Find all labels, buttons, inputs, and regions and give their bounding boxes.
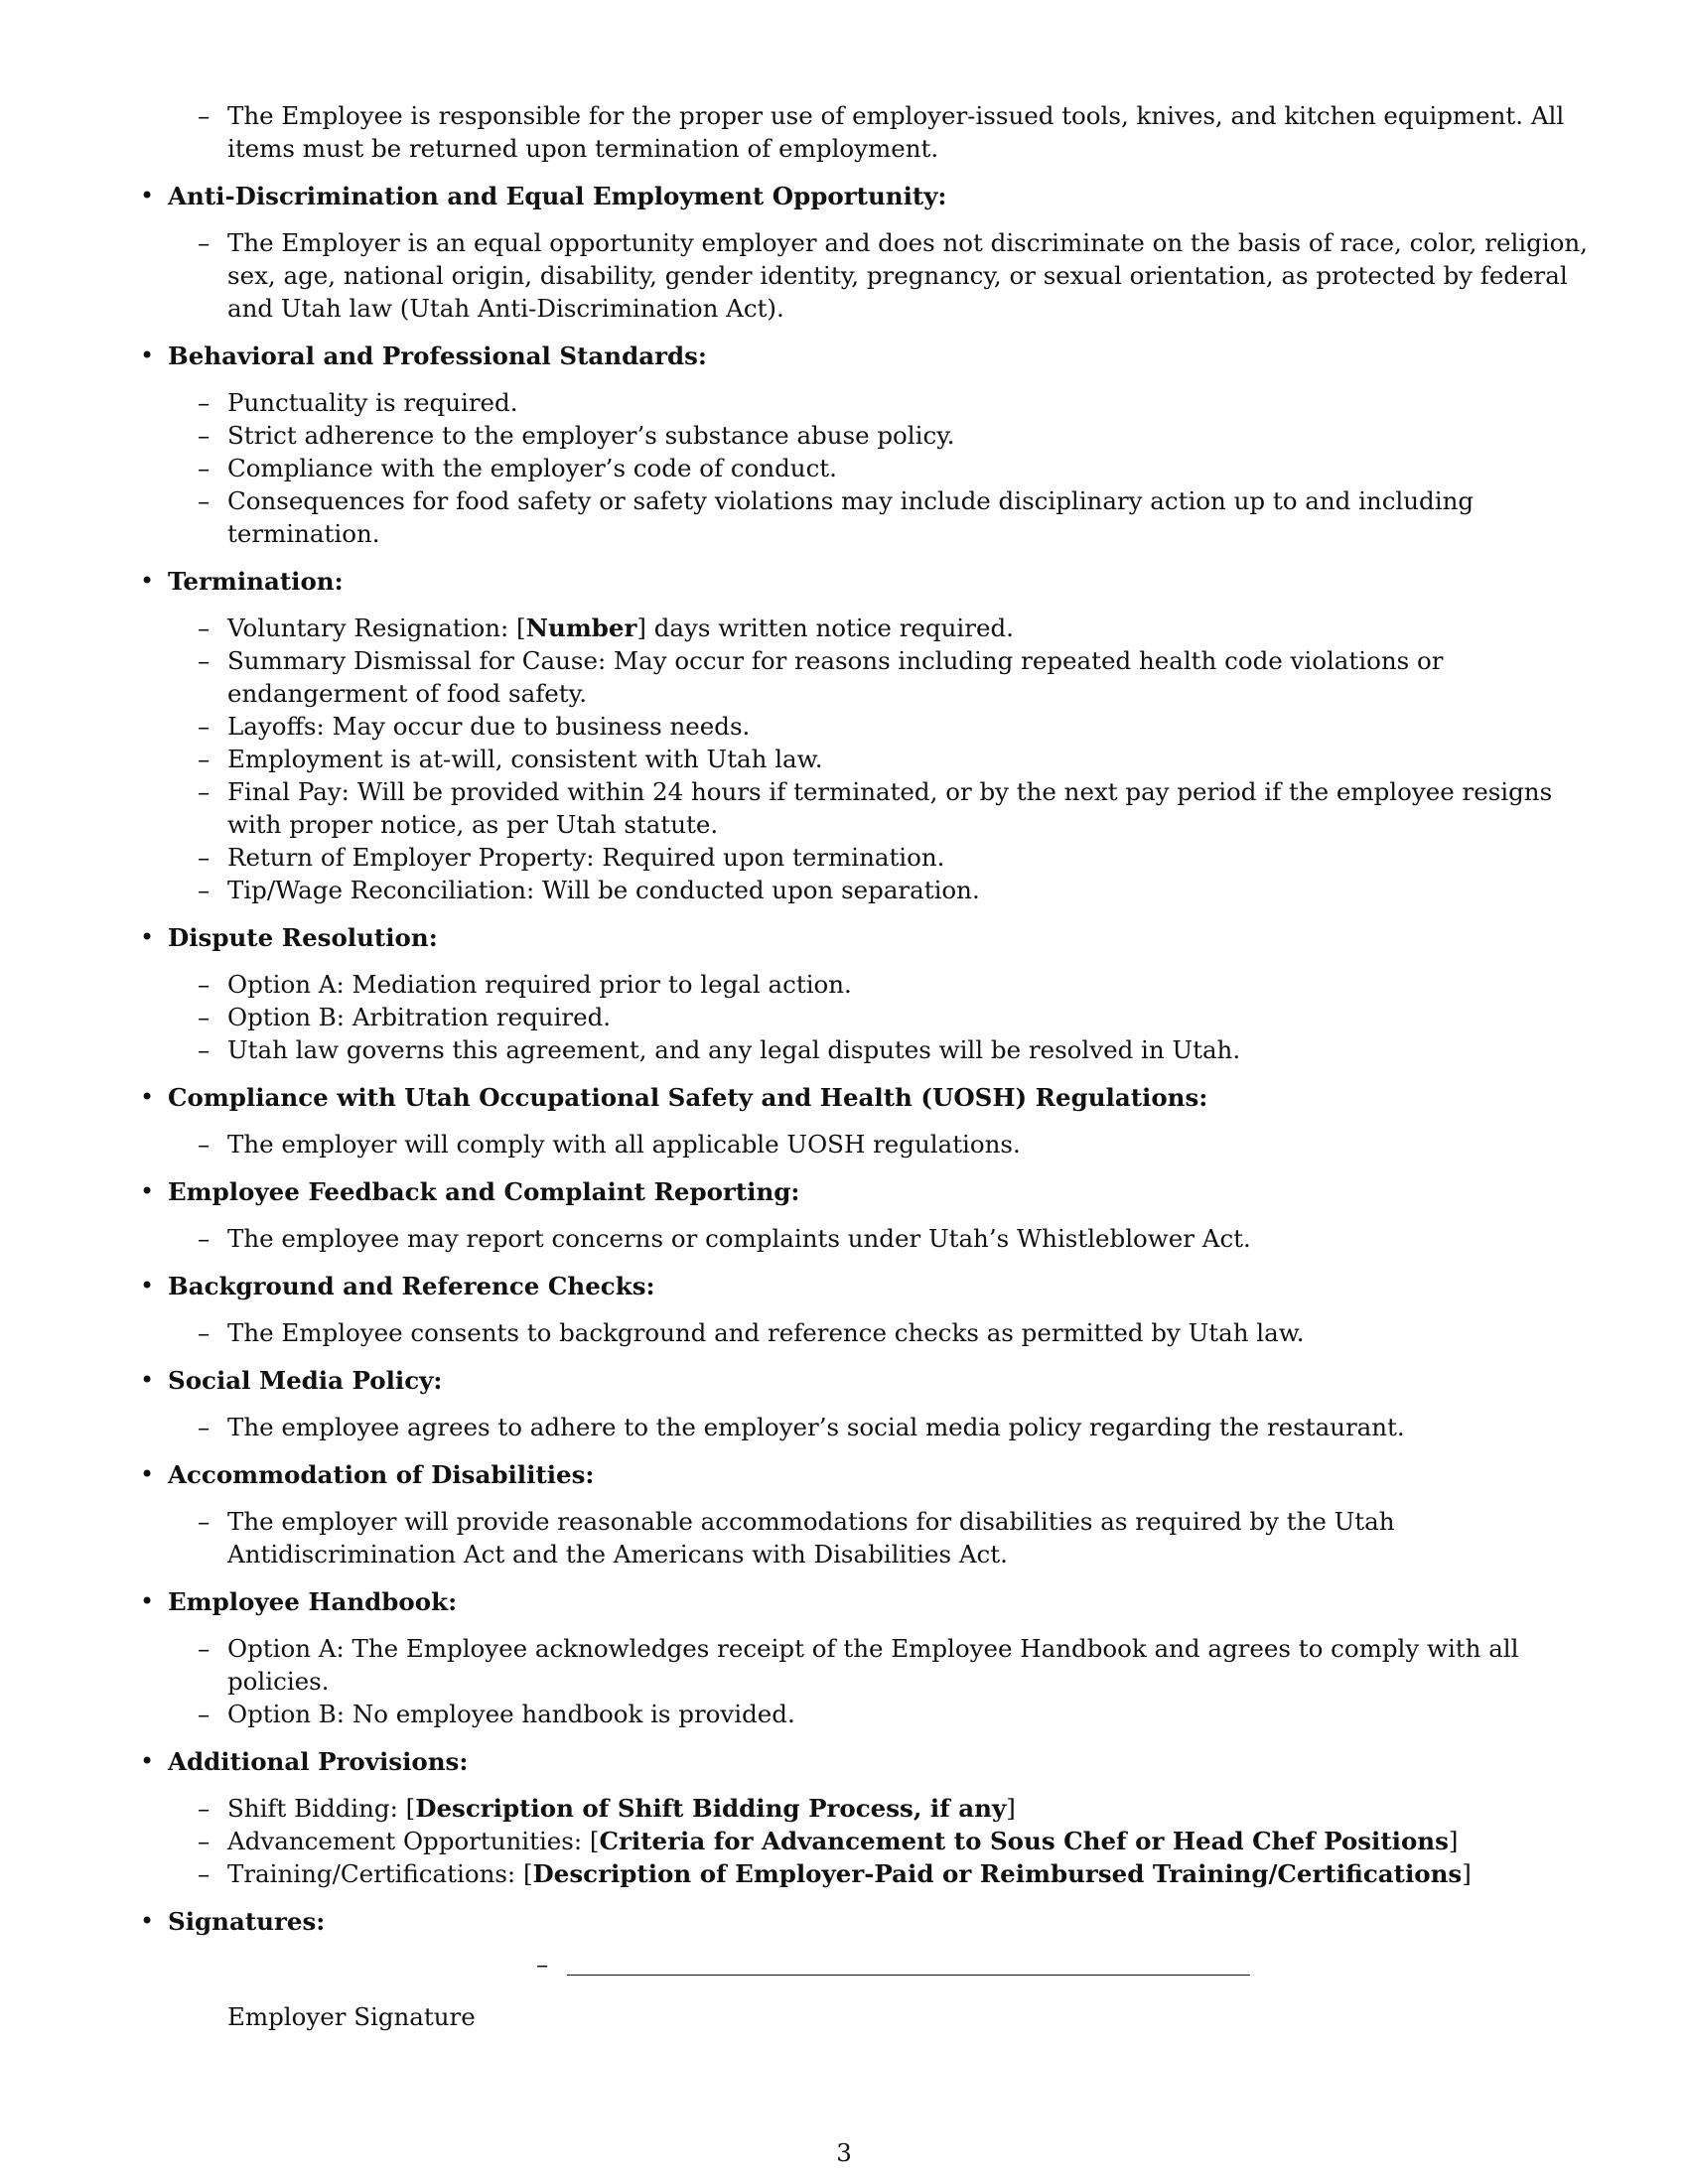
list-item: [134, 1033, 1594, 1066]
list-item-text: The Employer is an equal opportunity employer and does not discriminate on the basis of race, color, religion, sex, age, national origin, disability, gender identity, pregnancy, or sexual orientation, as protected by federal and Utah law (Utah Anti-Discrimination Act).: [227, 228, 1588, 323]
section-heading-row: [134, 1585, 1594, 1618]
list-item: [134, 874, 1594, 906]
dash-marker: –: [198, 486, 211, 515]
bullet-marker: •: [140, 923, 155, 951]
dash-marker: –: [198, 1130, 211, 1159]
dash-marker: –: [198, 421, 211, 450]
list-item-text: Tip/Wage Reconciliation: Will be conducted upon separation.: [227, 876, 980, 904]
bullet-marker: •: [140, 1460, 155, 1488]
list-item-text: Strict adherence to the employer’s substance abuse policy.: [227, 421, 955, 450]
section-heading-row: [134, 180, 1594, 212]
dash-marker: –: [198, 777, 211, 806]
dash-marker: –: [198, 454, 211, 482]
field-label: Shift Bidding: [: [227, 1794, 416, 1823]
section-behavioral-standards: [134, 340, 1594, 550]
section-items: [134, 1792, 1594, 1890]
dash-marker: –: [198, 1224, 211, 1253]
section-heading: Signatures:: [168, 1907, 326, 1936]
section-heading: Anti-Discrimination and Equal Employment Opportunity:: [168, 182, 947, 210]
document-body: [134, 99, 1594, 2033]
list-item-text: The Employee consents to background and reference checks as permitted by Utah law.: [227, 1318, 1305, 1347]
bullet-marker: •: [140, 1907, 155, 1935]
list-item: [134, 644, 1594, 710]
list-item: [134, 1792, 1594, 1825]
list-item-text: Compliance with the employer’s code of conduct.: [227, 454, 837, 482]
section-heading: Accommodation of Disabilities:: [168, 1460, 595, 1489]
section-heading-row: [134, 1270, 1594, 1302]
list-item-text: Option A: The Employee acknowledges receipt of the Employee Handbook and agrees to comply with all policies.: [227, 1634, 1519, 1696]
section-heading-row: [134, 921, 1594, 954]
bullet-marker: •: [140, 1083, 155, 1111]
section-disabilities: [134, 1458, 1594, 1570]
list-item-text: Summary Dismissal for Cause: May occur for reasons including repeated health code violations or endangerment of food safety.: [227, 646, 1444, 708]
dash-marker: –: [198, 1794, 211, 1823]
list-item: [134, 1857, 1594, 1890]
section-heading-row: [134, 1458, 1594, 1491]
list-item: [134, 743, 1594, 775]
list-item-text: Utah law governs this agreement, and any legal disputes will be resolved in Utah.: [227, 1035, 1241, 1064]
list-item-text: Consequences for food safety or safety violations may include disciplinary action up to and including termination.: [227, 486, 1475, 548]
section-items: [134, 1411, 1594, 1443]
list-item-text: Option B: No employee handbook is provided.: [227, 1700, 795, 1728]
dash-marker: –: [198, 388, 211, 417]
bullet-marker: •: [140, 1366, 155, 1394]
list-item-text: The employer will comply with all applicable UOSH regulations.: [227, 1130, 1021, 1159]
list-item: [134, 1698, 1594, 1730]
dash-marker: –: [198, 1413, 211, 1441]
dash-marker: –: [198, 1859, 211, 1888]
field-close: ]: [1006, 1794, 1016, 1823]
field-close: ]: [1462, 1859, 1472, 1888]
employer-signature-label: Employer Signature: [227, 2002, 476, 2031]
section-heading: Employee Feedback and Complaint Reporting:: [168, 1177, 800, 1206]
dash-marker: –: [198, 970, 211, 999]
bullet-marker: •: [140, 1747, 155, 1775]
list-item: [134, 1632, 1594, 1698]
bullet-marker: •: [140, 1177, 155, 1205]
section-heading: Termination:: [168, 567, 344, 596]
voluntary-suffix: ] days written notice required.: [636, 614, 1014, 642]
dash-marker: –: [198, 228, 211, 257]
section-heading-row: [134, 340, 1594, 372]
section-items: [134, 1632, 1594, 1730]
continuation-text: The Employee is responsible for the proper use of employer-issued tools, knives, and kitchen equipment. All items must be returned upon termination of employment.: [227, 101, 1565, 163]
list-item: [134, 419, 1594, 452]
employer-signature-line[interactable]: [567, 1975, 1250, 1976]
field-close: ]: [1448, 1827, 1459, 1855]
section-employee-handbook: [134, 1585, 1594, 1730]
page-number: 3: [836, 2138, 852, 2167]
continuation-block: [134, 99, 1594, 165]
section-background-checks: [134, 1270, 1594, 1349]
list-item-text: Return of Employer Property: Required upon termination.: [227, 843, 945, 872]
list-item-text: Option B: Arbitration required.: [227, 1003, 612, 1031]
section-social-media: [134, 1364, 1594, 1443]
list-item: [134, 452, 1594, 484]
dash-marker: –: [536, 1950, 549, 1979]
section-feedback-reporting: [134, 1175, 1594, 1255]
dash-marker: –: [198, 1700, 211, 1728]
section-signatures: [134, 1905, 1594, 2033]
continuation-list: [134, 99, 1594, 165]
section-items: [134, 1222, 1594, 1255]
list-item: [134, 99, 1594, 165]
section-items: [134, 226, 1594, 325]
training-placeholder: Description of Employer-Paid or Reimbursed Training/Certifications: [532, 1859, 1463, 1888]
dash-marker: –: [198, 843, 211, 872]
list-item: [134, 1222, 1594, 1255]
section-items: [134, 612, 1594, 906]
dash-marker: –: [198, 1827, 211, 1855]
section-heading: Additional Provisions:: [168, 1747, 469, 1776]
section-items: [134, 968, 1594, 1066]
field-label: Advancement Opportunities: [: [227, 1827, 600, 1855]
list-item-text: Employment is at-will, consistent with Utah law.: [227, 745, 823, 773]
notice-days-placeholder: Number: [525, 614, 637, 642]
voluntary-prefix: Voluntary Resignation: [: [227, 614, 526, 642]
bullet-marker: •: [140, 182, 155, 209]
list-item: [134, 386, 1594, 419]
list-item: [134, 841, 1594, 874]
advancement-placeholder: Criteria for Advancement to Sous Chef or Head Chef Positions: [599, 1827, 1449, 1855]
section-heading: Compliance with Utah Occupational Safety and Health (UOSH) Regulations:: [168, 1083, 1208, 1112]
bullet-marker: •: [140, 567, 155, 595]
section-additional-provisions: [134, 1745, 1594, 1890]
list-item: [134, 1505, 1594, 1570]
section-anti-discrimination: [134, 180, 1594, 325]
dash-marker: –: [198, 1003, 211, 1031]
bullet-marker: •: [140, 1272, 155, 1299]
section-dispute-resolution: [134, 921, 1594, 1066]
list-item-text: Option A: Mediation required prior to legal action.: [227, 970, 852, 999]
list-item: [134, 612, 1594, 644]
section-heading-row: [134, 1364, 1594, 1397]
dash-marker: –: [198, 712, 211, 741]
bullet-marker: •: [140, 341, 155, 369]
section-heading: Social Media Policy:: [168, 1366, 443, 1395]
bullet-marker: •: [140, 1587, 155, 1615]
dash-marker: –: [198, 1634, 211, 1663]
list-item: [134, 1128, 1594, 1160]
dash-marker: –: [198, 101, 211, 130]
list-item: [134, 484, 1594, 550]
dash-marker: –: [198, 745, 211, 773]
section-heading: Employee Handbook:: [168, 1587, 458, 1616]
signature-line-row: [134, 1948, 1594, 1987]
section-items: [134, 1128, 1594, 1160]
section-heading: Background and Reference Checks:: [168, 1272, 655, 1300]
section-uosh-compliance: [134, 1081, 1594, 1160]
list-item: [134, 968, 1594, 1001]
list-item: [134, 1411, 1594, 1443]
list-item: [134, 775, 1594, 841]
list-item-text: The employee agrees to adhere to the employer’s social media policy regarding the restaurant.: [227, 1413, 1405, 1441]
dash-marker: –: [198, 614, 211, 642]
list-item: [134, 710, 1594, 743]
section-heading-row: [134, 1905, 1594, 1938]
list-item-text: The employee may report concerns or complaints under Utah’s Whistleblower Act.: [227, 1224, 1251, 1253]
dash-marker: –: [198, 1035, 211, 1064]
dash-marker: –: [198, 646, 211, 675]
section-heading-row: [134, 1081, 1594, 1114]
list-item: [134, 1825, 1594, 1857]
section-items: [134, 1505, 1594, 1570]
section-heading-row: [134, 565, 1594, 598]
list-item-text: The employer will provide reasonable accommodations for disabilities as required by the Utah Antidiscrimination Act and the Americans with Disabilities Act.: [227, 1507, 1395, 1569]
section-heading: Dispute Resolution:: [168, 923, 438, 952]
dash-marker: –: [198, 1318, 211, 1347]
dash-marker: –: [198, 876, 211, 904]
shift-bidding-placeholder: Description of Shift Bidding Process, if any: [415, 1794, 1007, 1823]
list-item-text: Final Pay: Will be provided within 24 hours if terminated, or by the next pay period if the employee resigns with proper notice, as per Utah statute.: [227, 777, 1553, 839]
list-item-text: Punctuality is required.: [227, 388, 518, 417]
list-item-text: Layoffs: May occur due to business needs.: [227, 712, 751, 741]
list-item: [134, 226, 1594, 325]
section-termination: [134, 565, 1594, 906]
field-label: Training/Certifications: [: [227, 1859, 533, 1888]
section-heading-row: [134, 1175, 1594, 1208]
list-item: [134, 1001, 1594, 1033]
section-heading: Behavioral and Professional Standards:: [168, 341, 707, 370]
list-item: [134, 1316, 1594, 1349]
section-items: [134, 1316, 1594, 1349]
section-heading-row: [134, 1745, 1594, 1778]
section-items: [134, 386, 1594, 550]
dash-marker: –: [198, 1507, 211, 1536]
